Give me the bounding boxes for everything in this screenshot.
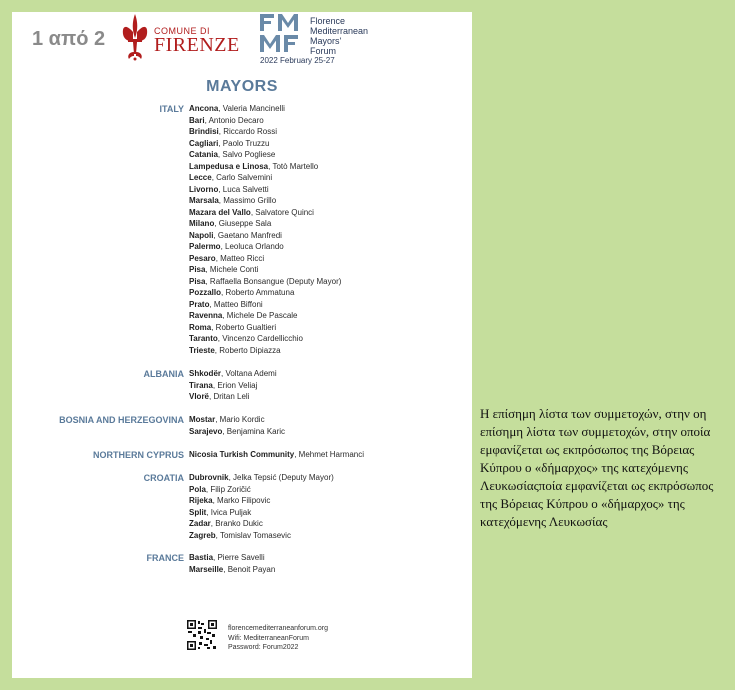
city-name: Milano xyxy=(189,219,215,228)
list-item xyxy=(189,380,277,392)
mayor-name: , Gaetano Manfredi xyxy=(213,230,282,240)
list-item xyxy=(189,287,341,299)
list-item xyxy=(189,218,341,230)
mayor-name: , Voltana Ademi xyxy=(221,369,277,378)
city-name: Bastia xyxy=(189,553,214,562)
mayor-name: , Roberto Dipiazza xyxy=(214,345,281,355)
list-item xyxy=(189,322,341,334)
city-name: Pola xyxy=(189,484,206,494)
forum-name xyxy=(310,16,368,56)
mayor-name: , Ivica Puljak xyxy=(206,507,252,517)
list-item xyxy=(189,103,341,115)
city-name: Cagliari xyxy=(189,138,219,148)
city-name: Lampedusa e Linosa xyxy=(189,161,269,171)
mayor-name: , Michele Conti xyxy=(205,265,259,274)
mayor-name: , Marko Filipovic xyxy=(212,496,271,505)
list-item xyxy=(189,414,285,426)
list-item xyxy=(189,184,341,196)
mayor-name: , Giuseppe Sala xyxy=(214,219,272,228)
footer-info xyxy=(228,624,328,653)
city-name: Prato xyxy=(189,299,210,309)
document-page xyxy=(12,12,472,678)
mayor-list xyxy=(189,449,364,461)
list-item xyxy=(189,172,341,184)
city-name: Dubrovnik xyxy=(189,473,229,482)
list-item xyxy=(189,426,285,438)
mayor-list xyxy=(189,414,285,437)
mayor-name: , Benoit Payan xyxy=(223,564,276,574)
city-name: Catania xyxy=(189,150,218,159)
mayor-name: , Tomislav Tomasevic xyxy=(215,530,291,540)
website-text: florencemediterraneanforum.org xyxy=(228,625,328,632)
list-item xyxy=(189,253,341,265)
city-name: Mazara del Vallo xyxy=(189,207,251,217)
country-label: NORTHERN CYPRUS xyxy=(92,450,184,460)
list-item xyxy=(189,126,341,138)
mayor-name: , Matteo Ricci xyxy=(215,253,265,263)
list-item xyxy=(189,241,341,253)
wifi-text: Wifi: MediterraneanForum xyxy=(228,634,309,642)
florence-lily-logo xyxy=(120,12,150,62)
list-item xyxy=(189,552,275,564)
city-name: Rijeka xyxy=(189,496,213,505)
mayor-name: , Michele De Pascale xyxy=(222,311,298,320)
mayor-name: , Roberto Gualtieri xyxy=(211,322,277,332)
city-name: Livorno xyxy=(189,184,219,194)
mayor-name: , Dritan Leli xyxy=(209,392,250,401)
city-name: Pesaro xyxy=(189,253,216,263)
city-name: Marsala xyxy=(189,196,219,205)
list-item xyxy=(189,449,364,461)
list-item xyxy=(189,276,341,288)
mayor-name: , Pierre Savelli xyxy=(213,553,265,562)
city-name: Sarajevo xyxy=(189,426,223,436)
password-text: Password: Forum2022 xyxy=(228,644,299,651)
mayor-name: , Antonio Decaro xyxy=(204,115,264,125)
mayor-name: , Mario Kordic xyxy=(215,415,265,424)
city-name: Taranto xyxy=(189,334,218,343)
list-item xyxy=(189,161,341,173)
list-item xyxy=(189,230,341,242)
mayor-list xyxy=(189,472,334,541)
city-name: Zadar xyxy=(189,519,211,528)
mayor-list xyxy=(189,552,275,575)
mayor-name: , Totò Martello xyxy=(268,161,319,171)
mayor-name: , Carlo Salvemini xyxy=(211,173,273,182)
mayor-name: , Filip Zoričić xyxy=(205,484,251,494)
city-name: Pisa xyxy=(189,265,206,274)
city-name: Palermo xyxy=(189,242,221,251)
city-name: Brindisi xyxy=(189,127,219,136)
list-item xyxy=(189,299,341,311)
city-name: Ancona xyxy=(189,104,219,113)
city-name: Napoli xyxy=(189,230,214,240)
mayor-name: , Vincenzo Cardellicchio xyxy=(217,334,303,343)
city-name: Roma xyxy=(189,322,212,332)
city-name: Tirana xyxy=(189,380,213,390)
mayor-name: , Roberto Ammatuna xyxy=(221,288,295,297)
list-item xyxy=(189,310,341,322)
list-item xyxy=(189,507,334,519)
mayor-name: , Mehmet Harmanci xyxy=(294,450,364,459)
page-title: MAYORS xyxy=(206,78,278,95)
city-name: Pisa xyxy=(189,276,206,286)
forum-line: Forum xyxy=(310,46,337,56)
mayor-name: , Leoluca Orlando xyxy=(220,242,284,251)
list-item xyxy=(189,368,277,380)
list-item xyxy=(189,391,277,403)
city-name: Zagreb xyxy=(189,530,216,540)
city-name: Mostar xyxy=(189,415,216,424)
city-name: Marseille xyxy=(189,564,224,574)
firenze-label: FIRENZE xyxy=(154,34,240,56)
city-name: Bari xyxy=(189,115,205,125)
list-item xyxy=(189,138,341,150)
list-item xyxy=(189,195,341,207)
city-name: Lecce xyxy=(189,173,212,182)
city-name: Trieste xyxy=(189,345,215,355)
list-item xyxy=(189,207,341,219)
country-label: CROATIA xyxy=(143,473,184,483)
mayor-list xyxy=(189,368,277,403)
mayor-name: , Salvatore Quinci xyxy=(250,207,314,217)
forum-line: Florence xyxy=(310,16,346,26)
country-label: BOSNIA AND HERZEGOVINA xyxy=(59,415,184,425)
city-name: Ravenna xyxy=(189,311,223,320)
image-caption: Η επίσημη λίστα των συμμετοχών, στην οη επίσημη λίστα των συμμετοχών, στην οποία εμφανίζεται ως εκπρόσωπος της Βόρειας Κύπρου ο «δήμαρχος» της κατεχόμενης Λευκωσίαςποία εμφανίζεται ως εκπρόσωπος της Βόρειας Κύπρου ο «δήμαρχος» της κατεχόμενης Λευκωσίας xyxy=(480,406,714,529)
mayor-name: , Erion Veliaj xyxy=(212,380,258,390)
mayor-list xyxy=(189,103,341,356)
mayor-name: , Salvo Pogliese xyxy=(217,150,276,159)
city-name: Pozzallo xyxy=(189,288,222,297)
forum-year: 2022 xyxy=(260,56,278,65)
list-item xyxy=(189,484,334,496)
list-item xyxy=(189,149,341,161)
country-label: FRANCE xyxy=(146,553,184,563)
city-name: Nicosia Turkish Community xyxy=(189,450,295,459)
list-item xyxy=(189,530,334,542)
list-item xyxy=(189,495,334,507)
mayor-name: , Riccardo Rossi xyxy=(218,127,278,136)
city-name: Shkodër xyxy=(189,369,222,378)
list-item xyxy=(189,518,334,530)
fmmf-logo xyxy=(260,14,304,54)
list-item xyxy=(189,264,341,276)
mayor-name: , Jelka Tepsić (Deputy Mayor) xyxy=(228,473,334,482)
mayor-name: , Luca Salvetti xyxy=(218,184,269,194)
forum-line: Mayors' xyxy=(310,36,342,46)
mayor-name: , Massimo Grillo xyxy=(218,196,277,205)
country-label: ALBANIA xyxy=(143,369,184,379)
comune-label: COMUNE DI xyxy=(154,26,210,36)
list-item xyxy=(189,115,341,127)
country-label: ITALY xyxy=(159,104,184,114)
list-item xyxy=(189,345,341,357)
city-name: Vlorë xyxy=(189,392,210,401)
forum-line: Mediterranean xyxy=(310,26,369,36)
mayor-name: , Benjamina Karic xyxy=(222,426,286,436)
mayor-name: , Matteo Biffoni xyxy=(209,299,263,309)
qr-code-icon xyxy=(187,620,217,650)
mayor-name: , Paolo Truzzu xyxy=(218,138,270,148)
city-name: Split xyxy=(189,507,207,517)
mayor-name: , Valeria Mancinelli xyxy=(218,104,285,113)
forum-dates: February 25-27 xyxy=(280,56,335,65)
mayor-name: , Raffaella Bonsangue (Deputy Mayor) xyxy=(205,276,342,286)
page-counter: 1 από 2 xyxy=(32,28,106,50)
list-item xyxy=(189,472,334,484)
list-item xyxy=(189,333,341,345)
list-item xyxy=(189,564,275,576)
mayor-name: , Branko Dukic xyxy=(210,519,263,528)
